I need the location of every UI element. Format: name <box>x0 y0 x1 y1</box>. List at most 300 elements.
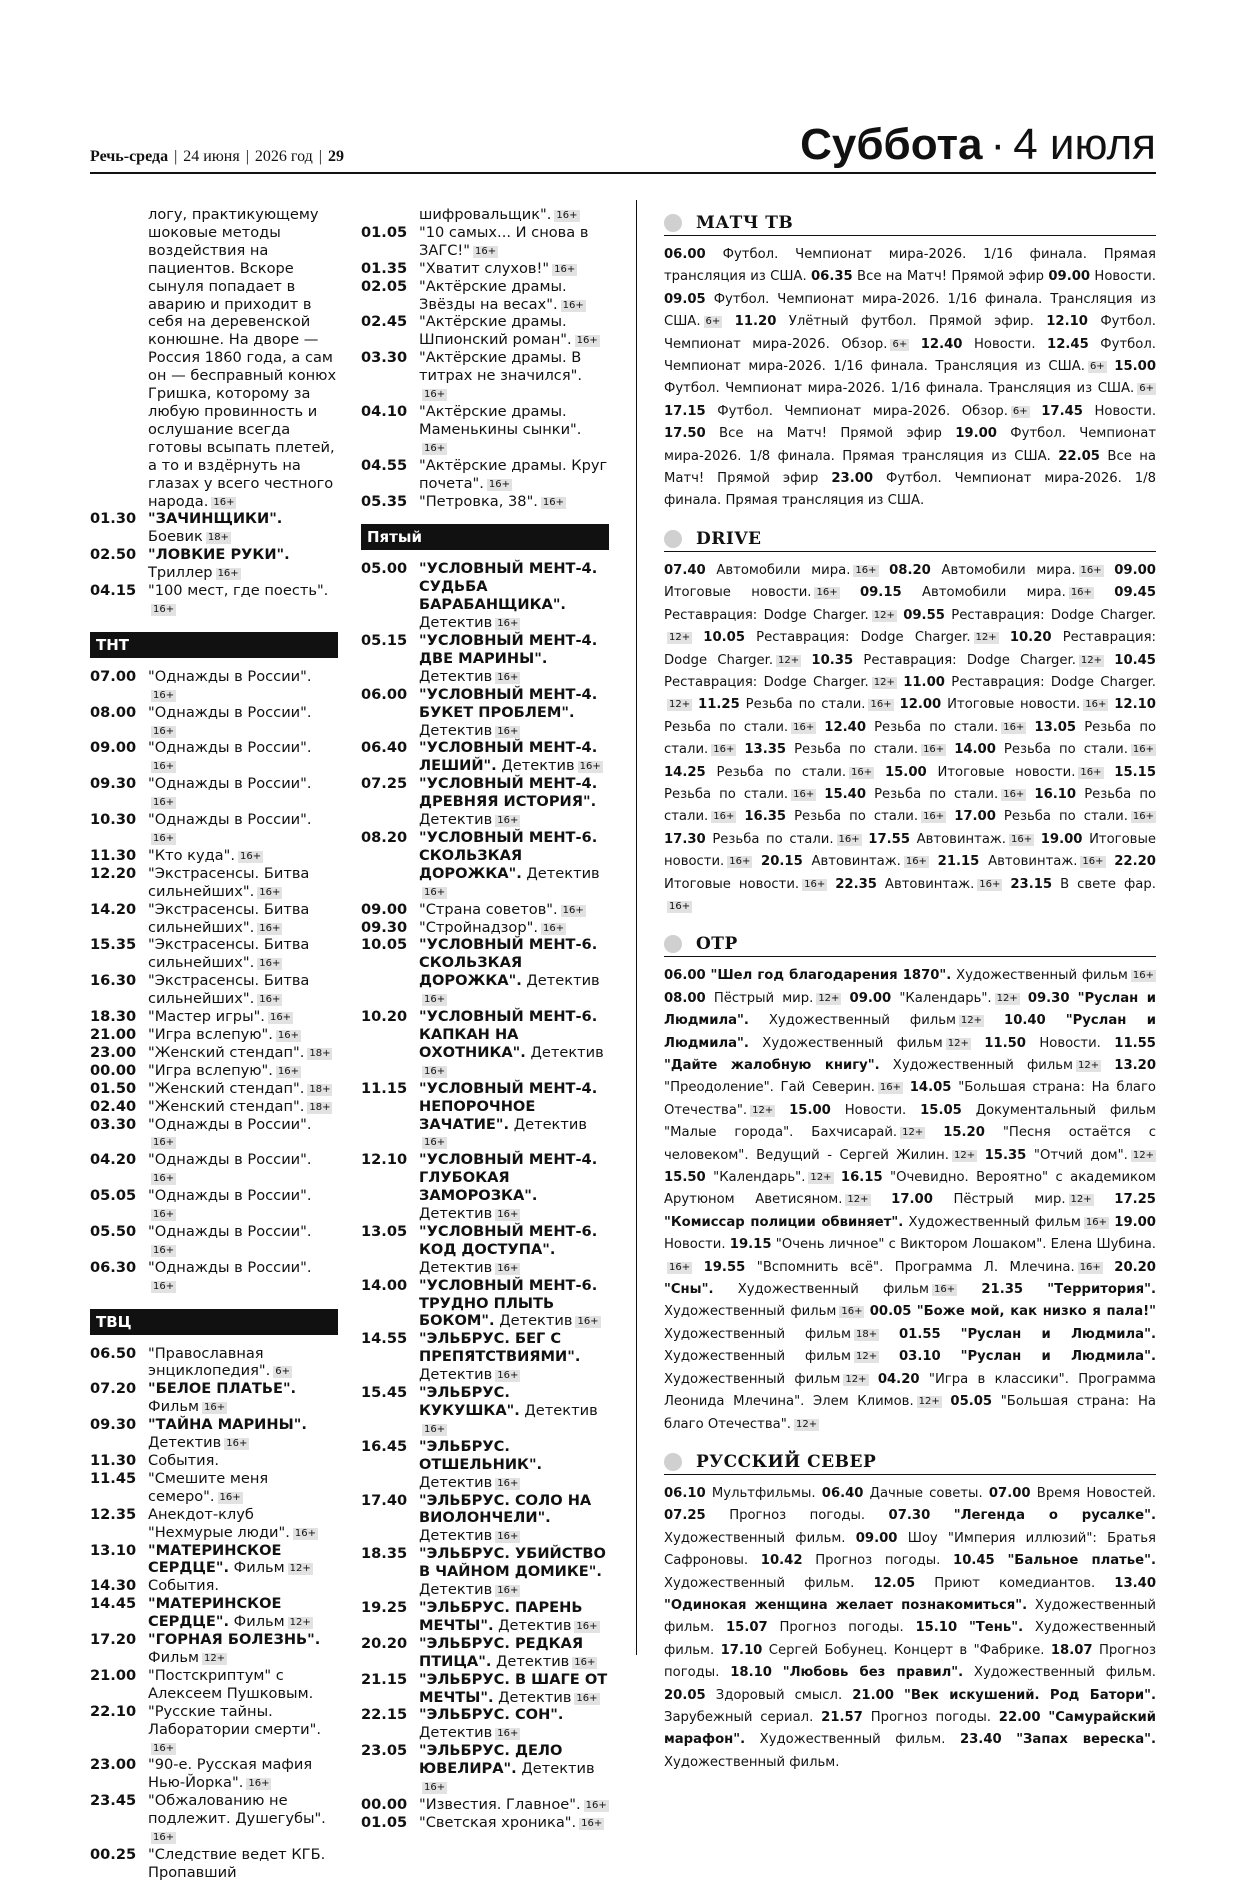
title-text: "100 мест, где поесть". <box>148 582 329 600</box>
age-rating-badge: 16+ <box>579 761 601 773</box>
program-text: Художественный фильм <box>908 1214 1081 1230</box>
program-entry <box>361 829 609 901</box>
age-rating-badge: 18+ <box>309 1101 331 1113</box>
column-2 <box>361 206 609 1831</box>
program-genre: Боевик <box>148 528 203 546</box>
program-entry <box>90 1008 338 1026</box>
program-entry <box>361 1384 609 1438</box>
page-header <box>90 112 1156 174</box>
title-text: "Однажды в России". <box>148 1258 312 1276</box>
program-entry <box>361 686 609 740</box>
program-time: 09.00 <box>849 990 892 1006</box>
program-text: "Игра в классики". Программа Леонида Млечина". Элем Климов. <box>664 1371 1156 1410</box>
program-time: 12.00 <box>899 697 942 713</box>
program-time: 06.35 <box>810 269 853 285</box>
program-time: 01.05 <box>361 223 408 241</box>
program-time: 18.10 <box>730 1665 772 1681</box>
title-text: "Экстрасенсы. Битва сильнейших". <box>148 864 310 900</box>
age-rating-badge: 16+ <box>1079 1261 1101 1273</box>
program-time: 19.55 <box>703 1259 746 1275</box>
program-entry <box>90 847 338 865</box>
title-text: "МАТЕРИНСКОЕ СЕРДЦЕ". <box>148 1595 282 1631</box>
program-genre: Детектив <box>419 667 493 685</box>
program-time: 16.35 <box>744 809 787 825</box>
program-time: 13.05 <box>1034 719 1077 735</box>
age-rating-badge: 16+ <box>585 1799 607 1811</box>
age-rating-badge: 12+ <box>204 1652 226 1664</box>
age-rating-badge: 12+ <box>873 609 895 621</box>
channel-name: МАТЧ ТВ <box>696 213 794 233</box>
program-title <box>419 1814 609 1832</box>
program-time: 15.15 <box>1114 764 1157 780</box>
program-time: 21.00 <box>852 1687 894 1703</box>
program-text: Новости. <box>1094 403 1157 419</box>
age-rating-badge: 12+ <box>669 699 691 711</box>
program-entry <box>361 313 609 349</box>
program-time: 16.15 <box>840 1170 883 1186</box>
age-rating-badge: 16+ <box>841 1306 863 1318</box>
program-title <box>148 1506 338 1542</box>
program-entry <box>90 739 338 775</box>
program-time: 07.30 <box>888 1508 931 1524</box>
channel-schedule <box>664 1483 1156 1774</box>
program-title <box>148 1792 338 1846</box>
program-text: Художественный фильм. <box>664 1530 846 1546</box>
program-title: "Руслан и Людмила". <box>664 990 1156 1029</box>
program-entry <box>361 1438 609 1492</box>
title-text: "ЭЛЬБРУС. БЕГ С ПРЕПЯТСТВИЯМИ". <box>419 1330 581 1366</box>
age-rating-badge: 16+ <box>153 725 175 737</box>
program-entry <box>361 457 609 493</box>
age-rating-badge: 12+ <box>902 1127 924 1139</box>
program-text: Резьба по стали. <box>664 719 1157 758</box>
program-time: 10.30 <box>90 811 137 829</box>
program-time: 13.10 <box>90 1541 137 1559</box>
program-text: Художественный фильм. <box>664 1620 1156 1658</box>
program-genre: Детектив <box>419 1366 493 1384</box>
program-title: "Территория". <box>1047 1282 1156 1298</box>
program-time: 20.20 <box>361 1634 408 1652</box>
program-entry <box>361 493 609 511</box>
program-entry <box>90 1506 338 1542</box>
program-title <box>148 1542 338 1578</box>
program-time: 04.20 <box>90 1151 137 1169</box>
program-text: Реставрация: Dodge Charger. <box>756 630 971 646</box>
program-time: 11.30 <box>90 846 137 864</box>
age-rating-badge: 16+ <box>1082 856 1104 868</box>
program-text: Художественный фильм <box>664 1349 851 1365</box>
program-time: 14.30 <box>90 1577 137 1595</box>
program-entry <box>90 775 338 811</box>
program-time: 12.20 <box>90 864 137 882</box>
age-rating-badge: 16+ <box>248 1778 270 1790</box>
program-time: 17.45 <box>1041 403 1083 419</box>
program-text: Реставрация: Dodge Charger. <box>664 674 869 690</box>
age-rating-badge: 16+ <box>879 1082 902 1094</box>
age-rating-badge: 6+ <box>1139 383 1154 395</box>
age-rating-badge: 16+ <box>497 1370 519 1382</box>
title-text: "Петровка, 38". <box>419 492 538 510</box>
program-time: 09.00 <box>1048 269 1091 285</box>
age-rating-badge: 16+ <box>497 1531 519 1543</box>
age-rating-badge: 16+ <box>1132 744 1155 756</box>
program-text: Все на Матч! Прямой эфир <box>857 269 1045 285</box>
program-text: Художественный фильм. <box>973 1665 1156 1681</box>
age-rating-badge: 12+ <box>953 1149 976 1161</box>
program-text: Футбол. Чемпионат мира-2026. 1/16 финала. Прямая трансляция из США. <box>664 247 1156 285</box>
program-text: Футбол. Чемпионат мира-2026. 1/8 финала. Прямая трансляция из США. <box>664 471 1156 509</box>
program-title <box>419 1545 609 1599</box>
program-time: 10.05 <box>703 630 745 646</box>
program-time: 17.15 <box>664 403 706 419</box>
age-rating-badge: 12+ <box>918 1396 940 1408</box>
program-list-tvc <box>90 1345 338 1882</box>
program-genre: Детектив <box>496 1652 570 1670</box>
program-genre: Фильм <box>148 1648 199 1666</box>
program-text: Автовинтаж. <box>811 854 901 870</box>
program-text: Художественный фильм. <box>664 1575 855 1591</box>
program-title <box>148 865 338 901</box>
program-time: 15.00 <box>884 764 927 780</box>
title-text: "Игра вслепую". <box>148 1025 273 1043</box>
title-text: "УСЛОВНЫЙ МЕНТ-6. СКОЛЬЗКАЯ ДОРОЖКА". <box>419 936 598 990</box>
program-text: "Большая страна: На благо Отечества". <box>664 1080 1156 1118</box>
program-time: 09.45 <box>1114 585 1156 601</box>
program-entry <box>90 1380 338 1416</box>
program-title: "Одинокая женщина желает познакомиться". <box>664 1597 1028 1613</box>
program-text: Резьба по стали. <box>794 809 919 825</box>
age-rating-badge: 16+ <box>259 922 281 934</box>
title-text: "МАТЕРИНСКОЕ СЕРДЦЕ". <box>148 1541 282 1577</box>
program-title <box>419 1008 609 1080</box>
program-title <box>148 1452 338 1470</box>
age-rating-badge: 16+ <box>497 1585 519 1597</box>
program-title: "Руслан и Людмила". <box>960 1326 1156 1342</box>
program-text: Новости. <box>973 336 1036 352</box>
continued-description: шифровальщик". 16+ <box>419 206 578 223</box>
title-text: "Стройнадзор". <box>419 918 538 936</box>
title-text: "Экстрасенсы. Битва сильнейших". <box>148 972 310 1008</box>
program-text: "Большая страна: На благо Отечества". <box>664 1394 1156 1432</box>
channel-header <box>664 932 1156 957</box>
program-time: 07.20 <box>90 1380 137 1398</box>
title-text: "Однажды в России". <box>148 1151 312 1169</box>
program-time: 17.25 <box>1114 1192 1156 1208</box>
program-time: 07.25 <box>361 775 408 793</box>
program-time: 15.35 <box>90 936 137 954</box>
channel-bar-tvc: ТВЦ <box>90 1309 338 1335</box>
program-text: Реставрация: Dodge Charger. <box>863 652 1076 668</box>
program-title <box>419 403 609 457</box>
program-time: 20.05 <box>664 1687 706 1703</box>
title-text: "Актёрские драмы. Маменькины сынки". <box>419 402 582 438</box>
program-text: "Календарь". <box>899 990 992 1006</box>
program-entry <box>361 1223 609 1277</box>
age-rating-badge: 12+ <box>947 1037 969 1049</box>
program-entry <box>90 1187 338 1223</box>
age-rating-badge: 6+ <box>1089 361 1105 373</box>
title-text: "Смешите меня семеро". <box>148 1469 269 1505</box>
program-time: 14.00 <box>361 1276 408 1294</box>
program-entry <box>90 582 338 618</box>
program-title <box>148 1116 338 1152</box>
program-entry <box>361 403 609 457</box>
program-text: Резьба по стали. <box>745 697 866 713</box>
title-text: "Хватит слухов!" <box>419 259 550 277</box>
weekday: Суббота <box>800 120 983 169</box>
age-rating-badge: 16+ <box>1080 766 1102 778</box>
age-rating-badge: 16+ <box>424 994 446 1006</box>
program-entry <box>90 1416 338 1452</box>
program-entry <box>361 1080 609 1152</box>
program-time: 16.30 <box>90 972 137 990</box>
program-text: Здоровый смысл. <box>715 1687 843 1703</box>
program-time: 22.05 <box>1058 448 1100 464</box>
title-text: "Однажды в России". <box>148 775 312 793</box>
age-rating-badge: 16+ <box>153 833 175 844</box>
age-rating-badge: 12+ <box>1070 1194 1092 1206</box>
program-time: 19.00 <box>1040 831 1083 847</box>
program-entry <box>90 1345 338 1381</box>
program-time: 21.35 <box>981 1282 1024 1298</box>
program-time: 15.40 <box>824 786 867 802</box>
program-time: 06.00 <box>664 968 706 984</box>
program-genre: Детектив <box>419 1581 493 1599</box>
title-text: "УСЛОВНЫЙ МЕНТ-4. ЛЕШИЙ". <box>419 739 598 775</box>
program-text: Автовинтаж. <box>988 854 1078 870</box>
program-time: 16.45 <box>361 1437 408 1455</box>
age-rating-badge: 12+ <box>1078 1060 1100 1071</box>
program-text: Резьба по стали. <box>712 831 834 847</box>
age-rating-badge: 16+ <box>424 389 446 401</box>
title-text: "ТАЙНА МАРИНЫ". <box>148 1416 307 1434</box>
program-title <box>148 972 338 1008</box>
program-title: "Век искушений. Род Батори". <box>904 1687 1156 1703</box>
program-time: 06.50 <box>90 1344 137 1362</box>
program-text: Реставрация: Dodge Charger. <box>664 630 1156 668</box>
title-text: "Однажды в России". <box>148 703 312 721</box>
program-text: Художественный фильм <box>737 1282 929 1298</box>
program-title <box>148 704 338 740</box>
program-time: 15.50 <box>664 1170 706 1186</box>
program-time: 14.45 <box>90 1595 137 1613</box>
program-time: 11.20 <box>734 314 777 330</box>
program-time: 17.10 <box>720 1642 763 1658</box>
program-text: Резьба по стали. <box>794 742 919 758</box>
program-entry <box>361 260 609 278</box>
title-text: "УСЛОВНЫЙ МЕНТ-6. КАПКАН НА ОХОТНИКА". <box>419 1008 598 1061</box>
age-rating-badge: 16+ <box>497 1262 519 1274</box>
program-time: 10.20 <box>1009 630 1052 646</box>
program-text: Итоговые новости. <box>664 876 800 892</box>
program-title <box>148 811 338 847</box>
program-time: 19.00 <box>955 426 997 442</box>
program-title <box>148 1345 338 1381</box>
program-text: Резьба по стали. <box>874 786 999 802</box>
program-genre: Детектив <box>419 1724 493 1742</box>
title-text: "УСЛОВНЫЙ МЕНТ-4. НЕПОРОЧНОЕ ЗАЧАТИЕ". <box>419 1079 598 1133</box>
age-rating-badge: 16+ <box>424 442 446 454</box>
program-time: 21.15 <box>937 854 980 870</box>
age-rating-badge: 16+ <box>669 900 691 912</box>
program-title: "Дайте жалобную книгу". <box>664 1058 880 1073</box>
program-time: 07.00 <box>90 667 137 685</box>
program-time: 09.30 <box>1027 990 1070 1006</box>
program-text: Новости. <box>844 1102 907 1118</box>
program-entry <box>90 1846 338 1882</box>
age-rating-badge: 12+ <box>960 1015 983 1027</box>
program-text: Резьба по стали. <box>664 786 789 802</box>
program-time: 12.40 <box>920 336 963 352</box>
age-rating-badge: 6+ <box>705 316 721 328</box>
age-rating-badge: 16+ <box>554 263 576 275</box>
program-time: 17.50 <box>664 426 706 442</box>
program-entry <box>90 1577 338 1595</box>
age-rating-badge: 16+ <box>475 245 497 257</box>
age-rating-badge: 16+ <box>923 744 945 756</box>
program-entry <box>361 278 609 314</box>
age-rating-badge: 16+ <box>424 1137 446 1149</box>
program-title <box>419 1492 609 1546</box>
title-text: "Актёрские драмы. В титрах не значился". <box>419 349 582 385</box>
title-text: "Известия. Главное". <box>419 1795 581 1813</box>
program-time: 02.05 <box>361 277 408 295</box>
program-title <box>148 1631 338 1667</box>
program-text: Футбол. Чемпионат мира-2026. 1/16 финала. Трансляция из США. <box>664 291 1156 330</box>
program-time: 00.05 <box>869 1304 912 1320</box>
program-entry <box>361 349 609 403</box>
program-title <box>148 582 338 618</box>
program-genre: Детектив <box>526 972 600 990</box>
program-time: 17.00 <box>954 809 996 825</box>
title-text: "90-е. Русская мафия Нью-Йорка". <box>148 1756 313 1792</box>
program-time: 04.10 <box>361 402 408 420</box>
program-time: 09.00 <box>855 1530 898 1546</box>
program-time: 06.40 <box>821 1485 864 1501</box>
header-day: Суббота · 4 июля <box>800 120 1156 169</box>
program-text: Художественный фильм <box>892 1058 1073 1073</box>
program-list <box>90 510 338 617</box>
program-entry <box>90 1452 338 1470</box>
program-text: Резьба по стали. <box>716 764 847 780</box>
age-rating-badge: 16+ <box>542 922 565 934</box>
age-rating-badge: 16+ <box>497 1477 519 1489</box>
program-entry <box>90 1792 338 1846</box>
program-text: Художественный фильм <box>664 1304 837 1320</box>
program-time: 20.20 <box>1114 1259 1156 1275</box>
channel-bar-five: Пятый <box>361 524 609 550</box>
program-time: 10.05 <box>361 936 408 954</box>
program-title <box>419 901 609 919</box>
age-rating-badge: 16+ <box>213 496 235 508</box>
program-time: 17.00 <box>891 1192 933 1208</box>
age-rating-badge: 16+ <box>497 815 519 827</box>
program-text: "Песня остаётся с человеком". Ведущий - Сергей Жилин. <box>664 1125 1156 1163</box>
program-text: Автовинтаж. <box>916 831 1006 847</box>
channel-schedule <box>664 965 1156 1436</box>
issue-year: 2026 год <box>254 148 313 165</box>
age-rating-badge: 16+ <box>1003 788 1025 800</box>
age-rating-badge: 16+ <box>424 1423 446 1435</box>
program-entry <box>90 1098 338 1116</box>
age-rating-badge: 16+ <box>226 1438 248 1450</box>
program-title: "Руслан и Людмила". <box>960 1349 1156 1365</box>
program-title <box>419 1080 609 1152</box>
program-title <box>419 1796 609 1814</box>
program-title <box>148 1846 338 1882</box>
program-text: "Очень личное" с Виктором Лошаком". Елена Шубина. <box>775 1237 1157 1253</box>
channel-name: DRIVE <box>696 528 762 549</box>
program-title <box>419 936 609 1008</box>
program-genre: Детектив <box>419 614 493 632</box>
program-time: 09.30 <box>90 1416 137 1434</box>
program-time: 22.15 <box>361 1706 408 1724</box>
program-title <box>148 847 338 865</box>
title-text: "ЭЛЬБРУС. ДЕЛО ЮВЕЛИРА". <box>419 1742 563 1778</box>
program-entry <box>90 1542 338 1578</box>
program-entry <box>90 1044 338 1062</box>
program-title <box>419 775 609 829</box>
program-time: 22.10 <box>90 1702 137 1720</box>
title-text: "Однажды в России". <box>148 811 312 829</box>
program-genre: Детектив <box>419 1473 493 1491</box>
program-title <box>419 313 609 349</box>
age-rating-badge: 16+ <box>259 994 281 1006</box>
program-text: Резьба по стали. <box>664 719 789 735</box>
title-text: "Актёрские драмы. Шпионский роман". <box>419 313 572 349</box>
age-rating-badge: 12+ <box>1132 1149 1154 1161</box>
program-time: 21.00 <box>90 1025 137 1043</box>
age-rating-badge: 16+ <box>1010 833 1033 845</box>
program-time: 19.25 <box>361 1598 408 1616</box>
program-text: Новости. <box>664 1237 726 1253</box>
age-rating-badge: 12+ <box>975 632 997 644</box>
program-genre: Фильм <box>233 1559 285 1577</box>
program-time: 21.00 <box>90 1666 137 1684</box>
program-text: "Календарь". <box>713 1170 806 1186</box>
program-text: Художественный фильм <box>768 1013 956 1029</box>
program-time: 06.00 <box>361 685 408 703</box>
program-time: 22.20 <box>1114 854 1156 870</box>
program-entry <box>90 1470 338 1506</box>
program-time: 04.20 <box>877 1371 920 1387</box>
program-text: "Вспомнить всё". Программа Л. Млечина. <box>756 1259 1075 1275</box>
age-rating-badge: 16+ <box>1132 811 1155 823</box>
program-time: 01.05 <box>361 1813 408 1831</box>
program-time: 09.00 <box>90 739 137 757</box>
program-genre: Детектив <box>419 811 493 829</box>
program-entry <box>361 1545 609 1599</box>
age-rating-badge: 16+ <box>153 1173 175 1185</box>
program-entry <box>90 865 338 901</box>
age-rating-badge: 16+ <box>562 904 584 916</box>
program-title <box>419 278 609 314</box>
program-entry <box>361 1671 609 1707</box>
program-time: 01.35 <box>361 259 408 277</box>
program-genre: Детектив <box>419 1258 493 1276</box>
program-genre: Детектив <box>521 1760 595 1778</box>
program-time: 11.55 <box>1114 1035 1156 1051</box>
program-entry <box>361 901 609 919</box>
program-text: "Очевидно. Вероятно" с академиком Арутюном Аветисяном. <box>664 1170 1156 1208</box>
program-entry <box>361 775 609 829</box>
program-title <box>148 1416 338 1452</box>
program-title <box>148 546 338 582</box>
program-title: "Самурайский марафон". <box>664 1709 1156 1748</box>
program-text: Прогноз погоды. <box>870 1709 991 1725</box>
title-text: "УСЛОВНЫЙ МЕНТ-4. БУКЕТ ПРОБЛЕМ". <box>419 685 598 721</box>
program-time: 18.07 <box>1050 1642 1093 1658</box>
